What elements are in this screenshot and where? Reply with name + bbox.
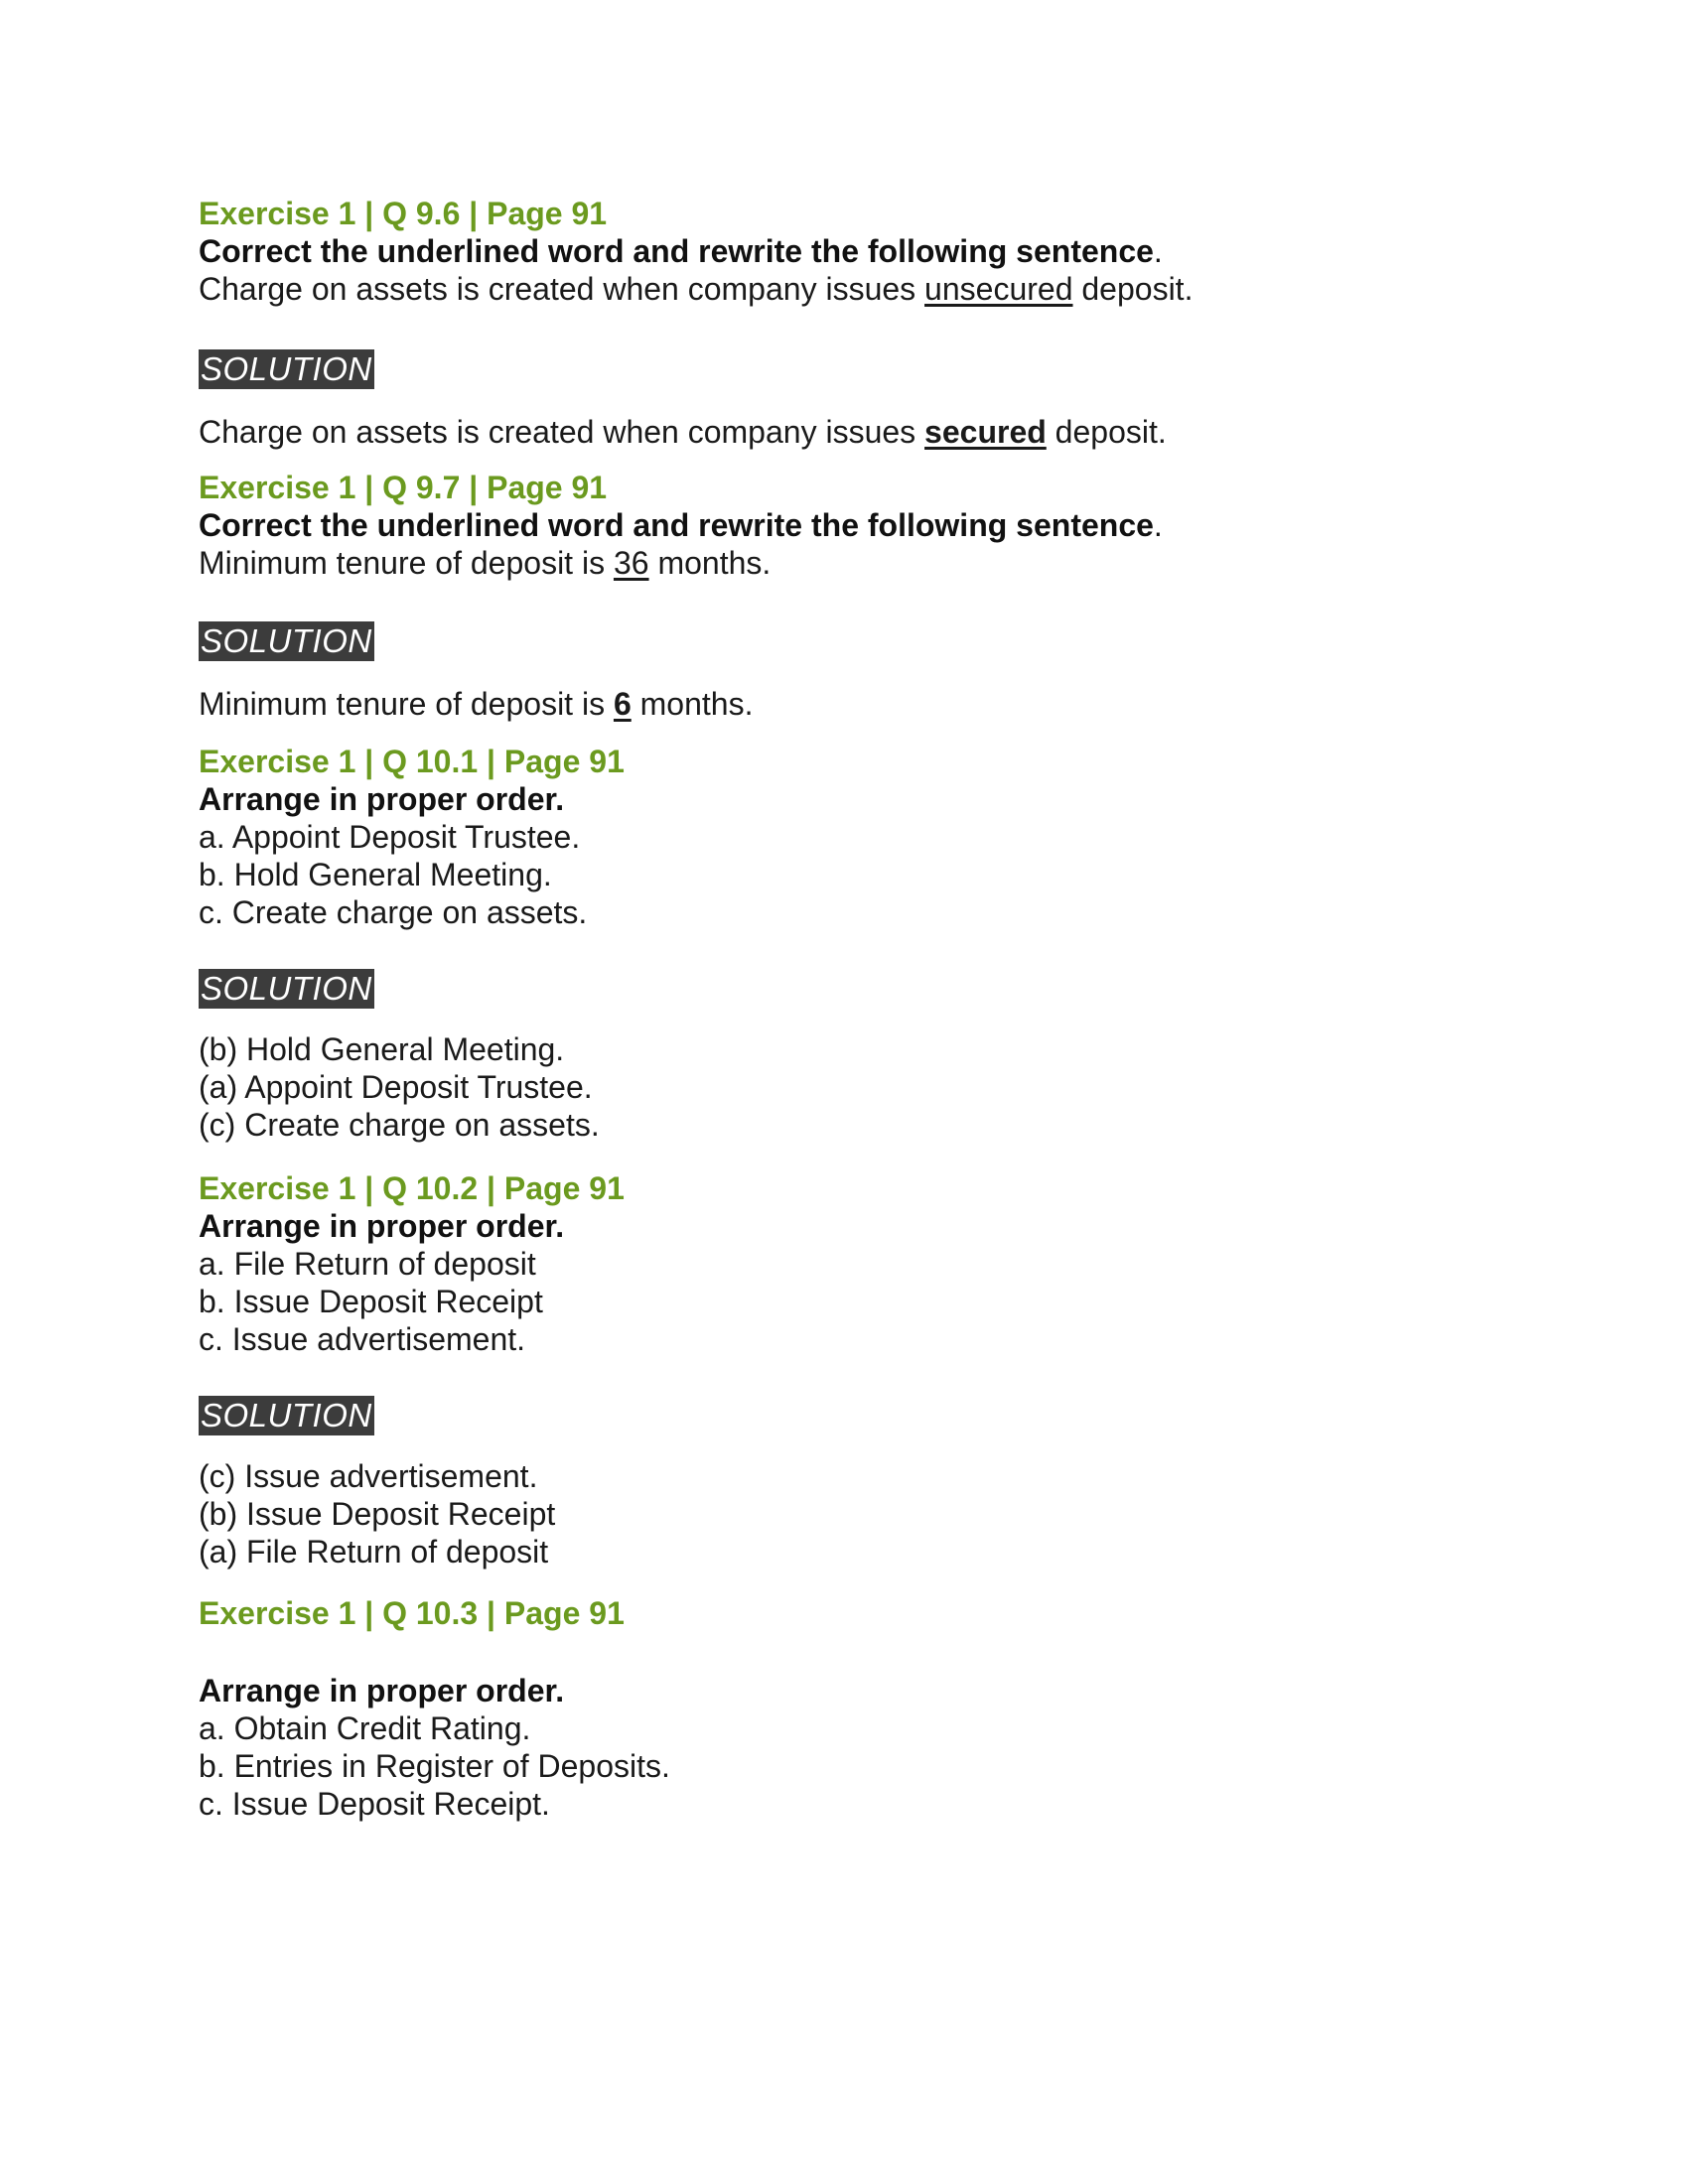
answer-sentence [199,685,1589,723]
question-9-6 [199,195,1589,308]
list-item: b. Entries in Register of Deposits. [199,1748,670,1784]
answer-item: (a) Appoint Deposit Trustee. [199,1069,593,1105]
answer-start: Charge on assets is created when company issues [199,414,925,450]
list-item: b. Issue Deposit Receipt [199,1284,543,1319]
question-heading: Exercise 1 | Q 10.1 | Page 91 [199,744,625,779]
list-item: a. Obtain Credit Rating. [199,1710,531,1746]
solution-10-2 [199,1396,1589,1435]
question-10-2 [199,1169,1589,1358]
question-prompt: Arrange in proper order. [199,781,565,817]
answer-9-6 [199,413,1589,451]
solution-label: SOLUTION [201,350,372,387]
prompt-period: . [1153,233,1163,269]
answer-10-1 [199,1030,1589,1144]
answer-10-2 [199,1457,1589,1570]
solution-label: SOLUTION [201,1397,372,1433]
corrected-word: secured [924,414,1047,450]
solution-9-6 [199,349,1589,389]
answer-item: (b) Hold General Meeting. [199,1031,565,1067]
question-sentence [199,544,1589,582]
question-10-1 [199,743,1589,931]
prompt-text: Correct the underlined word and rewrite the following sentence [199,233,1154,269]
answer-item: (a) File Return of deposit [199,1534,549,1570]
answer-end: deposit. [1046,414,1167,450]
prompt-period: . [1153,507,1163,543]
answer-sentence [199,413,1589,451]
question-heading: Exercise 1 | Q 9.6 | Page 91 [199,196,608,231]
sentence-end: deposit. [1072,271,1194,307]
list-item: a. File Return of deposit [199,1246,536,1282]
sentence-start: Charge on assets is created when company issues [199,271,925,307]
sentence-start: Minimum tenure of deposit is [199,545,614,581]
answer-end: months. [631,686,754,722]
question-heading: Exercise 1 | Q 9.7 | Page 91 [199,470,608,505]
question-9-7 [199,469,1589,582]
underlined-word: 36 [613,545,649,581]
prompt-text: Correct the underlined word and rewrite the following sentence [199,507,1154,543]
solution-10-1 [199,969,1589,1009]
question-10-3 [199,1594,1589,1632]
answer-item: (b) Issue Deposit Receipt [199,1496,556,1532]
answer-start: Minimum tenure of deposit is [199,686,614,722]
solution-label: SOLUTION [201,622,372,659]
solution-9-7 [199,621,1589,661]
list-item: c. Issue Deposit Receipt. [199,1786,550,1822]
question-prompt: Arrange in proper order. [199,1673,565,1708]
sentence-end: months. [648,545,772,581]
solution-label: SOLUTION [201,970,372,1007]
question-10-3-body [199,1672,1589,1823]
answer-item: (c) Issue advertisement. [199,1458,538,1494]
question-prompt [199,506,1589,544]
list-item: a. Appoint Deposit Trustee. [199,819,581,855]
question-sentence [199,270,1589,308]
underlined-word: unsecured [924,271,1073,307]
answer-item: (c) Create charge on assets. [199,1107,600,1143]
corrected-word: 6 [613,686,632,722]
answer-9-7 [199,685,1589,723]
question-prompt [199,232,1589,270]
question-heading: Exercise 1 | Q 10.3 | Page 91 [199,1595,625,1631]
list-item: b. Hold General Meeting. [199,857,552,892]
question-heading: Exercise 1 | Q 10.2 | Page 91 [199,1170,625,1206]
list-item: c. Issue advertisement. [199,1321,526,1357]
question-prompt: Arrange in proper order. [199,1208,565,1244]
list-item: c. Create charge on assets. [199,894,588,930]
